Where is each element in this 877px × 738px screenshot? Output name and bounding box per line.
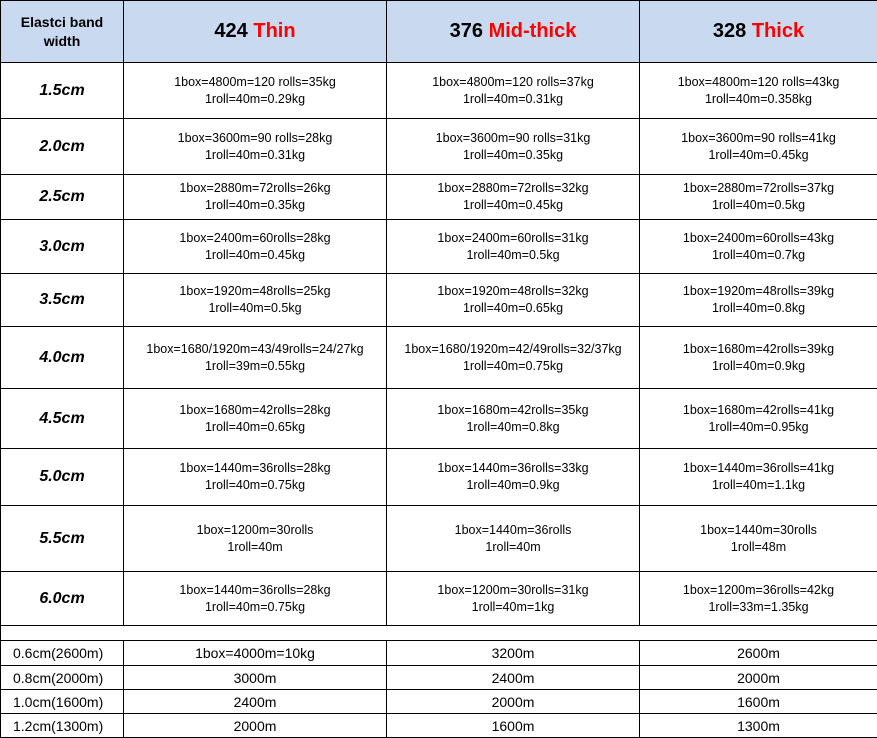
roll-spec-text: 1roll=39m=0.55kg (124, 358, 386, 375)
roll-spec-text: 1roll=40m=0.75kg (387, 358, 639, 375)
spec-row (1, 449, 877, 506)
box-spec-text: 1box=2400m=60rolls=31kg (387, 230, 639, 247)
box-spec-text: 1box=3600m=90 rolls=28kg (124, 130, 386, 147)
small-width-value-thick: 2600m (640, 641, 877, 666)
spec-cell-mid-thick (387, 327, 640, 389)
grade-code: 328 (713, 20, 746, 42)
small-width-label: 0.6cm(2600m) (1, 641, 124, 666)
small-width-value-thick: 1600m (640, 690, 877, 714)
spec-row (1, 572, 877, 626)
roll-spec-text: 1roll=40m=0.5kg (387, 247, 639, 264)
spec-cell-mid-thick (387, 274, 640, 327)
roll-spec-text: 1roll=48m (640, 539, 877, 556)
small-width-value-mid-thick: 1600m (387, 714, 640, 738)
roll-spec-text: 1roll=40m=1.1kg (640, 477, 877, 494)
box-spec-text: 1box=1200m=36rolls=42kg (640, 582, 877, 599)
box-spec-text: 1box=1200m=30rolls=31kg (387, 582, 639, 599)
spec-cell-thick (640, 327, 877, 389)
spec-cell-mid-thick (387, 449, 640, 506)
roll-spec-text: 1roll=40m=0.5kg (640, 197, 877, 214)
roll-spec-text: 1roll=40m=0.65kg (387, 300, 639, 317)
spec-cell-thick (640, 63, 877, 119)
small-width-row (1, 641, 877, 666)
roll-spec-text: 1roll=40m=0.45kg (387, 197, 639, 214)
small-width-value-thick: 2000m (640, 666, 877, 690)
spec-cell-thick (640, 175, 877, 220)
box-spec-text: 1box=4800m=120 rolls=37kg (387, 74, 639, 91)
box-spec-text: 1box=1440m=36rolls (387, 522, 639, 539)
box-spec-text: 1box=1200m=30rolls (124, 522, 386, 539)
box-spec-text: 1box=1680m=42rolls=39kg (640, 341, 877, 358)
grade-header-mid-thick (387, 1, 640, 63)
gap-cell (1, 626, 877, 641)
roll-spec-text: 1roll=40m=0.9kg (387, 477, 639, 494)
roll-spec-text: 1roll=40m=0.7kg (640, 247, 877, 264)
box-spec-text: 1box=1920m=48rolls=32kg (387, 283, 639, 300)
band-width-label: 2.5cm (1, 175, 124, 220)
spec-row (1, 506, 877, 572)
roll-spec-text: 1roll=40m=0.31kg (124, 147, 386, 164)
small-width-value-mid-thick: 2400m (387, 666, 640, 690)
roll-spec-text: 1roll=40m=0.75kg (124, 477, 386, 494)
small-width-value-thin: 1box=4000m=10kg (124, 641, 387, 666)
band-width-label: 2.0cm (1, 119, 124, 175)
band-width-label: 1.5cm (1, 63, 124, 119)
roll-spec-text: 1roll=40m=0.35kg (387, 147, 639, 164)
grade-header-thin (124, 1, 387, 63)
gap-row (1, 626, 877, 641)
width-header (1, 1, 124, 63)
roll-spec-text: 1roll=40m=0.29kg (124, 91, 386, 108)
spec-cell-thin (124, 274, 387, 327)
box-spec-text: 1box=1920m=48rolls=39kg (640, 283, 877, 300)
box-spec-text: 1box=4800m=120 rolls=35kg (124, 74, 386, 91)
box-spec-text: 1box=2400m=60rolls=28kg (124, 230, 386, 247)
spec-cell-mid-thick (387, 175, 640, 220)
width-header-line1: Elastci band (1, 13, 123, 32)
roll-spec-text: 1roll=40m=0.358kg (640, 91, 877, 108)
grade-name: Mid-thick (489, 20, 577, 42)
spec-row (1, 175, 877, 220)
grade-name: Thin (253, 20, 295, 42)
band-width-label: 4.5cm (1, 389, 124, 449)
grade-code: 424 (214, 20, 247, 42)
spec-cell-thin (124, 220, 387, 274)
band-width-label: 3.5cm (1, 274, 124, 327)
band-width-label: 4.0cm (1, 327, 124, 389)
small-width-label: 0.8cm(2000m) (1, 666, 124, 690)
spec-cell-thin (124, 389, 387, 449)
spec-cell-mid-thick (387, 63, 640, 119)
grade-code: 376 (450, 20, 483, 42)
small-width-row (1, 666, 877, 690)
grade-name: Thick (752, 20, 804, 42)
band-width-label: 3.0cm (1, 220, 124, 274)
roll-spec-text: 1roll=40m=1kg (387, 599, 639, 616)
small-width-value-mid-thick: 3200m (387, 641, 640, 666)
small-width-label: 1.2cm(1300m) (1, 714, 124, 738)
box-spec-text: 1box=4800m=120 rolls=43kg (640, 74, 877, 91)
box-spec-text: 1box=3600m=90 rolls=31kg (387, 130, 639, 147)
spec-cell-thick (640, 220, 877, 274)
spec-cell-mid-thick (387, 119, 640, 175)
roll-spec-text: 1roll=40m=0.35kg (124, 197, 386, 214)
spec-row (1, 327, 877, 389)
spec-row (1, 389, 877, 449)
roll-spec-text: 1roll=40m=0.45kg (640, 147, 877, 164)
spec-cell-thin (124, 449, 387, 506)
box-spec-text: 1box=1680m=42rolls=35kg (387, 402, 639, 419)
small-width-value-thick: 1300m (640, 714, 877, 738)
spec-cell-thin (124, 175, 387, 220)
box-spec-text: 1box=1680/1920m=42/49rolls=32/37kg (387, 341, 639, 358)
roll-spec-text: 1roll=40m=0.9kg (640, 358, 877, 375)
box-spec-text: 1box=1440m=36rolls=33kg (387, 460, 639, 477)
box-spec-text: 1box=1440m=36rolls=28kg (124, 460, 386, 477)
box-spec-text: 1box=2880m=72rolls=37kg (640, 180, 877, 197)
spec-cell-thick (640, 506, 877, 572)
small-width-value-thin: 3000m (124, 666, 387, 690)
band-width-label: 5.0cm (1, 449, 124, 506)
roll-spec-text: 1roll=40m=0.8kg (640, 300, 877, 317)
roll-spec-text: 1roll=40m=0.75kg (124, 599, 386, 616)
spec-cell-thick (640, 572, 877, 626)
spec-row (1, 274, 877, 327)
main-rows (1, 63, 877, 626)
roll-spec-text: 1roll=40m=0.45kg (124, 247, 386, 264)
width-header-line2: width (1, 32, 123, 51)
small-width-label: 1.0cm(1600m) (1, 690, 124, 714)
spec-cell-mid-thick (387, 506, 640, 572)
small-width-rows (1, 641, 877, 738)
spec-row (1, 63, 877, 119)
box-spec-text: 1box=1440m=30rolls (640, 522, 877, 539)
small-width-value-thin: 2400m (124, 690, 387, 714)
spec-cell-thick (640, 389, 877, 449)
spec-cell-thin (124, 63, 387, 119)
band-width-label: 6.0cm (1, 572, 124, 626)
box-spec-text: 1box=1680m=42rolls=28kg (124, 402, 386, 419)
box-spec-text: 1box=2400m=60rolls=43kg (640, 230, 877, 247)
box-spec-text: 1box=2880m=72rolls=32kg (387, 180, 639, 197)
roll-spec-text: 1roll=40m=0.5kg (124, 300, 386, 317)
box-spec-text: 1box=1440m=36rolls=41kg (640, 460, 877, 477)
grade-header-thick (640, 1, 877, 63)
box-spec-text: 1box=2880m=72rolls=26kg (124, 180, 386, 197)
roll-spec-text: 1roll=40m=0.65kg (124, 419, 386, 436)
box-spec-text: 1box=1680/1920m=43/49rolls=24/27kg (124, 341, 386, 358)
band-width-label: 5.5cm (1, 506, 124, 572)
roll-spec-text: 1roll=40m=0.95kg (640, 419, 877, 436)
spec-cell-mid-thick (387, 572, 640, 626)
spec-row (1, 119, 877, 175)
header-row (1, 1, 877, 63)
roll-spec-text: 1roll=40m (124, 539, 386, 556)
spec-row (1, 220, 877, 274)
roll-spec-text: 1roll=33m=1.35kg (640, 599, 877, 616)
small-width-row (1, 690, 877, 714)
gap-section (1, 626, 877, 641)
small-width-value-thin: 2000m (124, 714, 387, 738)
roll-spec-text: 1roll=40m=0.31kg (387, 91, 639, 108)
roll-spec-text: 1roll=40m=0.8kg (387, 419, 639, 436)
spec-cell-thick (640, 274, 877, 327)
spec-cell-thick (640, 119, 877, 175)
spec-cell-thick (640, 449, 877, 506)
spec-cell-thin (124, 572, 387, 626)
small-width-value-mid-thick: 2000m (387, 690, 640, 714)
spec-cell-thin (124, 506, 387, 572)
spec-cell-thin (124, 119, 387, 175)
box-spec-text: 1box=1440m=36rolls=28kg (124, 582, 386, 599)
spec-cell-mid-thick (387, 220, 640, 274)
box-spec-text: 1box=3600m=90 rolls=41kg (640, 130, 877, 147)
box-spec-text: 1box=1920m=48rolls=25kg (124, 283, 386, 300)
small-width-row (1, 714, 877, 738)
box-spec-text: 1box=1680m=42rolls=41kg (640, 402, 877, 419)
spec-cell-thin (124, 327, 387, 389)
spec-cell-mid-thick (387, 389, 640, 449)
roll-spec-text: 1roll=40m (387, 539, 639, 556)
